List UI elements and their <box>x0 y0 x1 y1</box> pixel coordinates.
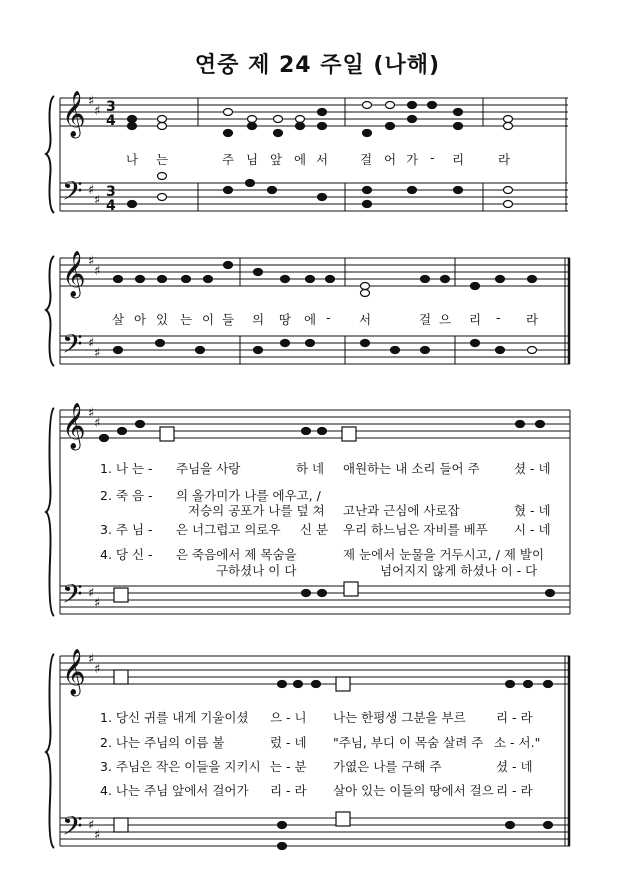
lyric-syllable: 주 <box>222 152 235 167</box>
svg-text:♯: ♯ <box>94 193 101 208</box>
verse-4-part-c: 살아 있는 이들의 땅에서 걸으 <box>333 783 494 798</box>
verse-1-part-b: 하 네 <box>296 461 325 476</box>
verse-3-part-b: 는 - 분 <box>270 759 307 774</box>
svg-text:♯: ♯ <box>88 336 95 351</box>
svg-text:♯: ♯ <box>88 652 95 667</box>
verse-1-part-a: 주님을 사랑 <box>176 461 241 476</box>
verse-2-part-c: "주님, 부디 이 목숨 살려 주 <box>333 735 484 750</box>
svg-text:♯: ♯ <box>94 104 101 119</box>
lyric-syllable: 에 <box>294 152 307 167</box>
svg-text:♯: ♯ <box>94 596 101 611</box>
verse-2-end: 소 - 서." <box>494 735 541 750</box>
lyric-syllable: 이 <box>202 312 215 327</box>
verse-4-part-a: 은 죽음에서 제 목숨을 <box>176 547 297 562</box>
key-signature-sharps <box>88 94 100 843</box>
verse-3-end: 시 - 네 <box>514 522 551 537</box>
lyric-syllable: 땅 <box>279 312 292 327</box>
verse-4-lead: 4. 당 신 - <box>100 547 153 562</box>
verse-4-part-a: 4. 나는 주님 앞에서 걸어가 <box>100 783 249 798</box>
svg-text:♯: ♯ <box>88 406 95 421</box>
treble-clef-icon: 𝄞 <box>62 403 86 449</box>
time-signature <box>106 99 116 214</box>
lyric-syllable: 걸 <box>360 152 373 167</box>
bass-clef-icon: 𝄢 <box>62 175 83 213</box>
verse-2-part-a2: 저승의 공포가 나를 덮 쳐 <box>188 503 325 518</box>
lyric-syllable: 걸 <box>419 312 432 327</box>
verse-2-part-a: 2. 나는 주님의 이름 불 <box>100 735 225 750</box>
verse-4-end: 리 - 라 <box>496 783 533 798</box>
svg-text:♯: ♯ <box>94 416 101 431</box>
lyric-syllable: 서 <box>316 152 329 167</box>
lyric-syllable: 는 <box>156 152 169 167</box>
verse-3-part-a: 은 너그럽고 의로우 <box>176 522 281 537</box>
lyric-syllable: 의 <box>252 312 265 327</box>
treble-clef-icon: 𝄞 <box>62 91 86 137</box>
bass-clef-icon: 𝄢 <box>62 328 83 366</box>
system-4-bass-staff <box>60 818 570 846</box>
verse-2-part-b: 렀 - 네 <box>270 735 307 750</box>
verse-3-part-a: 3. 주님은 작은 이들을 지키시 <box>100 759 261 774</box>
svg-text:♯: ♯ <box>94 264 101 279</box>
verse-2-part-c: 고난과 근심에 사로잡 <box>343 503 460 518</box>
verse-2-end: 혔 - 네 <box>514 503 551 518</box>
svg-text:4: 4 <box>106 198 116 214</box>
treble-clef-icon: 𝄞 <box>62 649 86 695</box>
lyric-syllable: 에 <box>304 312 317 327</box>
lyric-syllable: 라 <box>498 152 511 167</box>
lyric-syllable: 살 <box>112 312 125 327</box>
verse-1-end: 셨 - 네 <box>514 461 551 476</box>
verse-3-part-c: 우리 하느님은 자비를 베푸 <box>343 522 488 537</box>
lyric-syllable: 들 <box>222 312 235 327</box>
verse-2-lead: 2. 죽 음 - <box>100 488 153 503</box>
verse-4-part-c2: 넘어지지 않게 하셨나 이 - 다 <box>380 563 538 578</box>
lyric-syllable: 앞 <box>270 152 283 167</box>
verse-3-end: 셨 - 네 <box>496 759 533 774</box>
lyric-syllable: 리 <box>452 152 465 167</box>
verse-1-part-b: 으 - 니 <box>270 710 307 725</box>
verse-4-part-a2: 구하셨나 이 다 <box>216 563 297 578</box>
lyric-syllable: - <box>496 310 501 325</box>
svg-text:♯: ♯ <box>88 183 95 198</box>
verse-1-end: 리 - 라 <box>496 710 533 725</box>
svg-text:♯: ♯ <box>94 346 101 361</box>
lyric-syllable: 라 <box>526 312 539 327</box>
lyric-syllable: 님 <box>246 152 259 167</box>
treble-clef-icon: 𝄞 <box>62 251 86 297</box>
svg-text:3: 3 <box>106 99 116 115</box>
lyric-syllable: 있 <box>156 312 169 327</box>
page-title: 연중 제 24 주일 (나해) <box>194 53 441 78</box>
svg-text:3: 3 <box>106 184 116 200</box>
svg-text:4: 4 <box>106 113 116 129</box>
verse-3-part-c: 가엾은 나를 구해 주 <box>333 759 442 774</box>
verse-1-part-c: 애원하는 내 소리 들어 주 <box>343 461 480 476</box>
verse-4-part-c: 제 눈에서 눈물을 거두시고, / 제 발이 <box>343 547 545 562</box>
verse-3-lead: 3. 주 님 - <box>100 522 153 537</box>
bass-clef-icon: 𝄢 <box>62 810 83 848</box>
svg-text:♯: ♯ <box>88 94 95 109</box>
system-2-bass-staff <box>60 336 570 364</box>
verse-1-part-a: 1. 당신 귀를 내게 기울이셨 <box>100 710 249 725</box>
verse-2-part-a: 의 올가미가 나를 에우고, / <box>176 488 321 503</box>
system-4-treble-staff <box>60 656 570 684</box>
lyric-syllable: 어 <box>384 152 397 167</box>
verse-3-part-b: 신 분 <box>300 522 329 537</box>
svg-text:♯: ♯ <box>88 818 95 833</box>
lyric-syllable: 는 <box>180 312 193 327</box>
verse-4-part-b: 리 - 라 <box>270 783 307 798</box>
lyric-syllable: 서 <box>359 312 372 327</box>
svg-text:♯: ♯ <box>88 586 95 601</box>
lyric-syllable: - <box>326 310 331 325</box>
bass-clef-icon: 𝄢 <box>62 578 83 616</box>
lyric-syllable: 나 <box>126 152 139 167</box>
lyric-syllable: 리 <box>469 312 482 327</box>
verse-1-part-c: 나는 한평생 그분을 부르 <box>333 710 466 725</box>
svg-text:♯: ♯ <box>88 254 95 269</box>
system-3-bass-staff <box>60 586 570 614</box>
svg-text:♯: ♯ <box>94 662 101 677</box>
lyric-syllable: 아 <box>134 312 147 327</box>
system-1-treble-staff <box>60 98 568 126</box>
lyric-syllable: 으 <box>439 312 452 327</box>
system-1-bass-staff <box>60 183 568 211</box>
lyric-syllable: - <box>430 150 435 165</box>
verse-1-lead: 1. 나 는 - <box>100 461 153 476</box>
svg-text:♯: ♯ <box>94 828 101 843</box>
lyric-syllable: 가 <box>406 152 419 167</box>
